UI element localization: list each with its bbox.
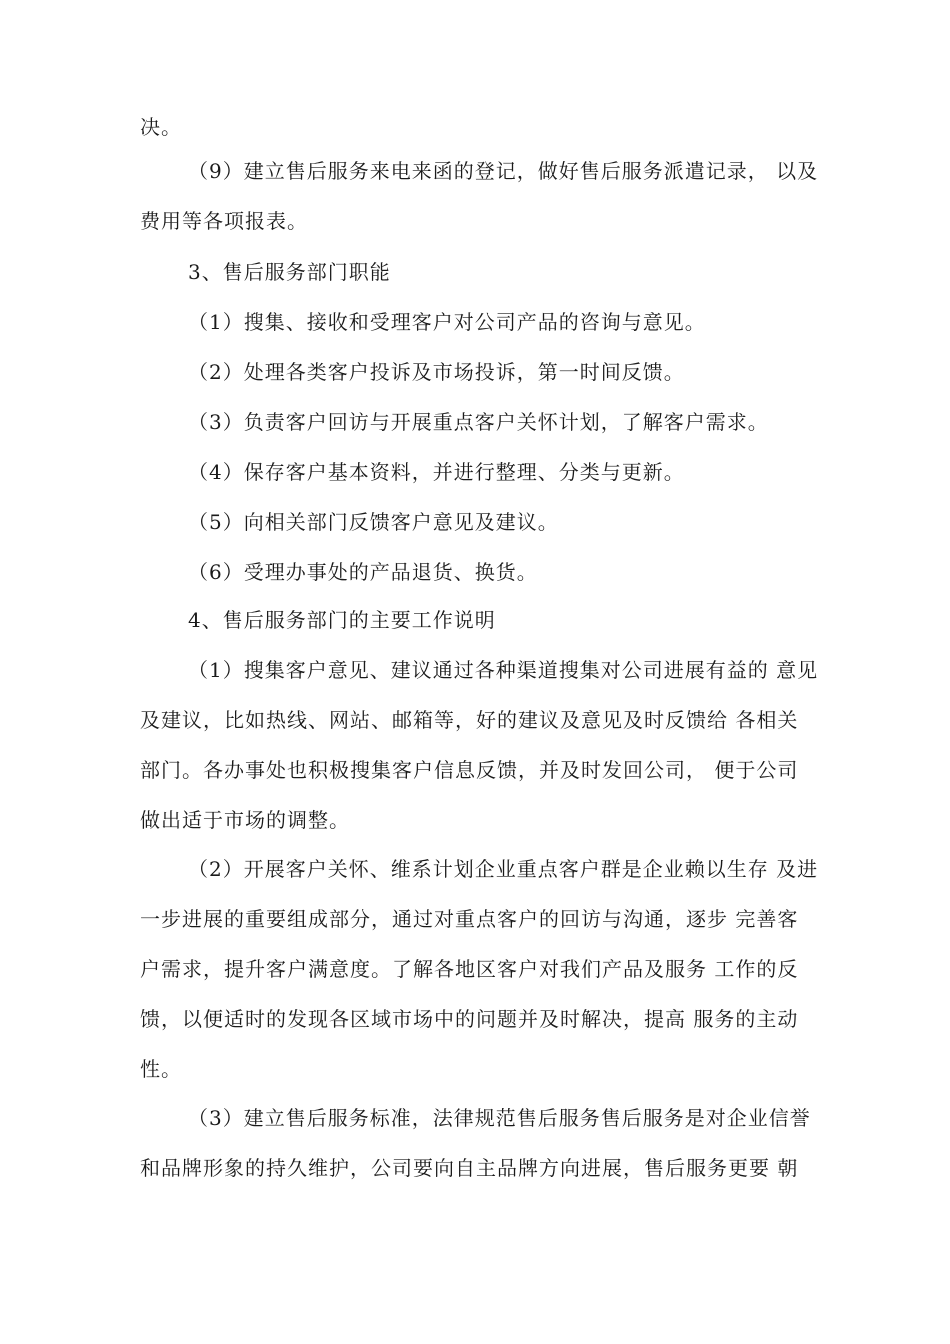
text-line: 一步进展的重要组成部分，通过对重点客户的回访与沟通，逐步 完善客 (140, 907, 799, 931)
list-item: （5）向相关部门反馈客户意见及建议。 (188, 510, 559, 534)
section-heading: 4、售后服务部门的主要工作说明 (188, 608, 496, 632)
text-line: 及建议，比如热线、网站、邮箱等，好的建议及意见及时反馈给 各相关 (140, 708, 799, 732)
list-item: （4）保存客户基本资料，并进行整理、分类与更新。 (188, 460, 685, 484)
text-line: 决。 (140, 115, 182, 139)
text-line: 馈，以便适时的发现各区域市场中的问题并及时解决，提高 服务的主动 (140, 1007, 799, 1031)
text-line: 费用等各项报表。 (140, 209, 308, 233)
text-line: 做出适于市场的调整。 (140, 808, 350, 832)
section-heading: 3、售后服务部门职能 (188, 260, 391, 284)
text-line: 性。 (140, 1057, 182, 1081)
text-line: （3）建立售后服务标准，法律规范售后服务售后服务是对企业信誉 (188, 1106, 811, 1130)
text-line: 部门。各办事处也积极搜集客户信息反馈，并及时发回公司， 便于公司 (140, 758, 799, 782)
list-item: （2）处理各类客户投诉及市场投诉，第一时间反馈。 (188, 360, 685, 384)
text-line: （1）搜集客户意见、建议通过各种渠道搜集对公司进展有益的 意见 (188, 658, 819, 682)
list-item: （1）搜集、接收和受理客户对公司产品的咨询与意见。 (188, 310, 706, 334)
list-item: （6）受理办事处的产品退货、换货。 (188, 560, 538, 584)
text-line: 和品牌形象的持久维护，公司要向自主品牌方向进展，售后服务更要 朝 (140, 1156, 799, 1180)
list-item: （3）负责客户回访与开展重点客户关怀计划，了解客户需求。 (188, 410, 769, 434)
text-line: （2）开展客户关怀、维系计划企业重点客户群是企业赖以生存 及进 (188, 857, 819, 881)
text-line: 户需求，提升客户满意度。了解各地区客户对我们产品及服务 工作的反 (140, 957, 799, 981)
text-line: （9）建立售后服务来电来函的登记，做好售后服务派遣记录， 以及 (188, 159, 819, 183)
